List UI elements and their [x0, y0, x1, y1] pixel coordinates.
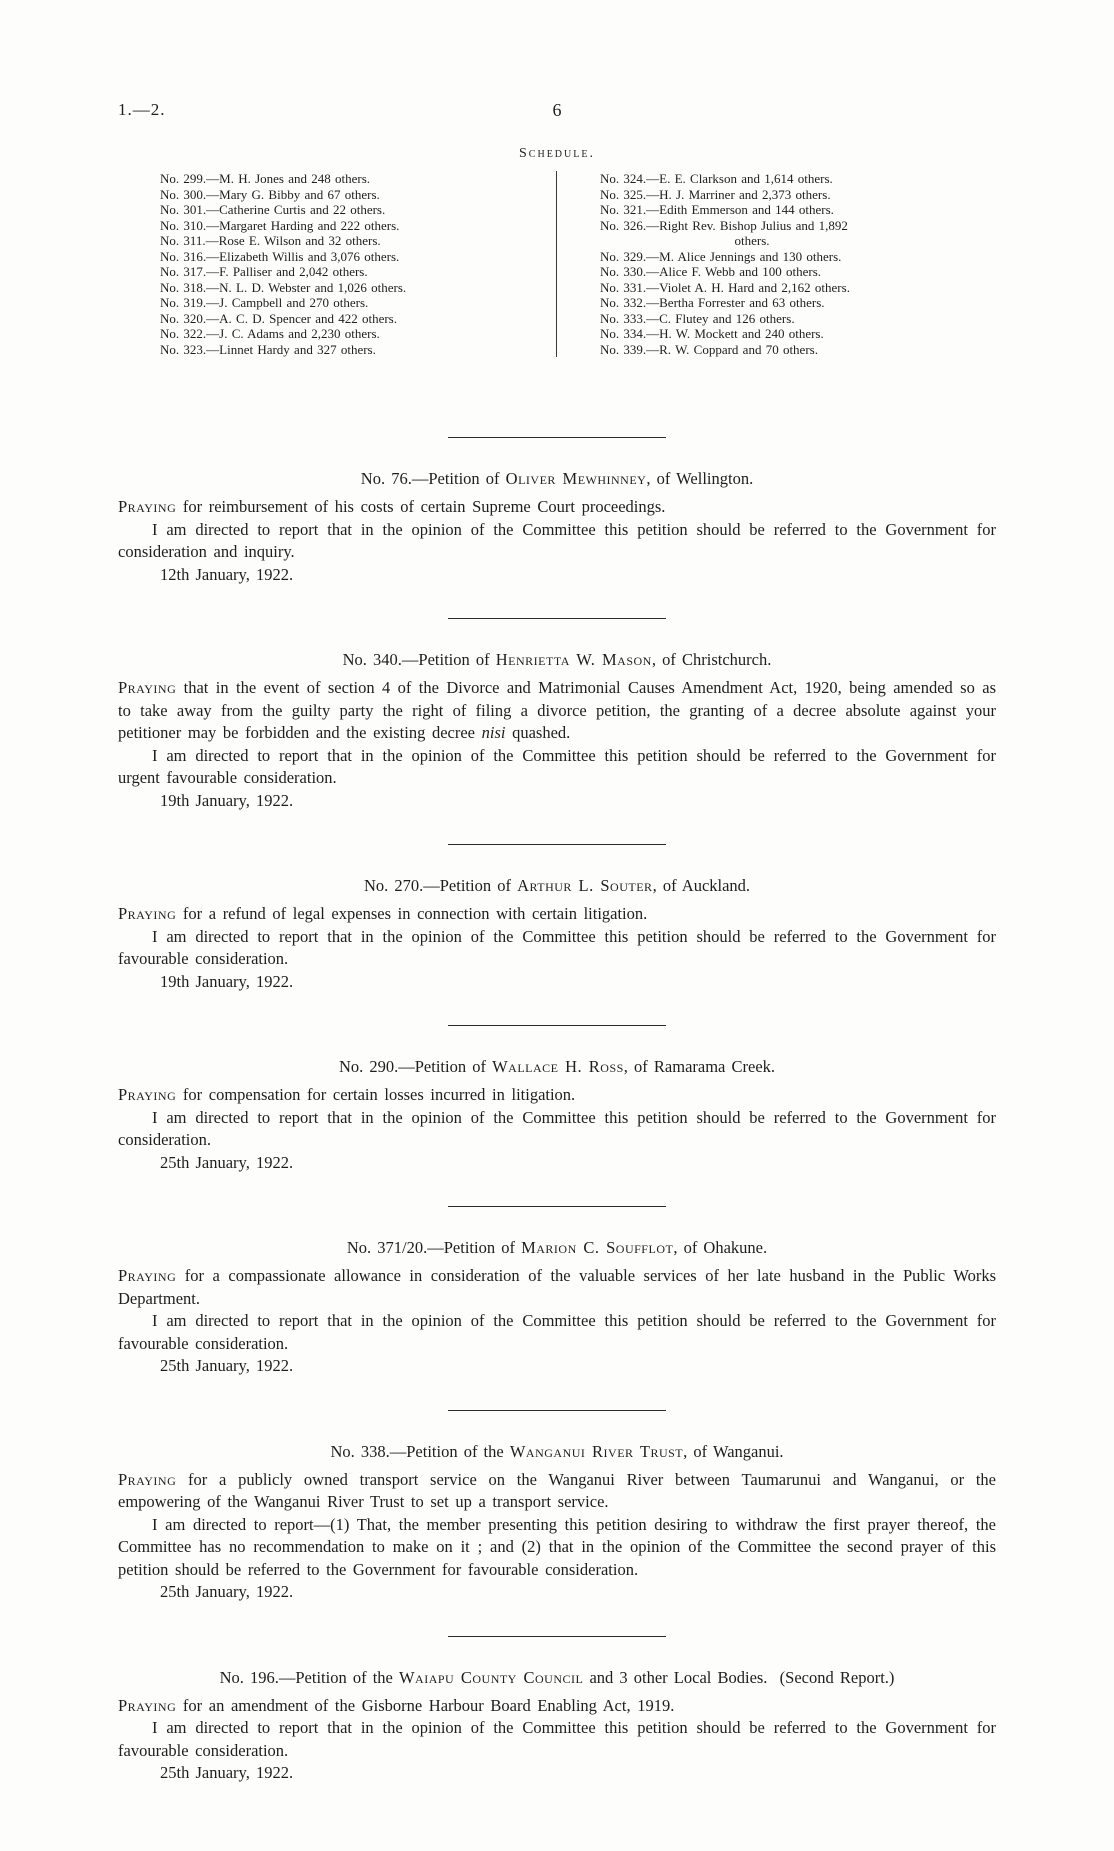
petition-heading [118, 469, 996, 489]
petition-date: 12th January, 1922. [160, 564, 294, 584]
schedule-entry [600, 342, 994, 358]
schedule-entry-text: No. 322.—J. C. Adams and 2,230 others. [160, 326, 380, 341]
text-segment: for a compassionate allowance in consideration of the valuable services of her late husband in the Public Works Department. [118, 1266, 996, 1308]
schedule-entry-text: No. 329.—M. Alice Jennings and 130 others. [600, 248, 842, 264]
schedule-entry [600, 311, 994, 327]
petition-date: 25th January, 1922. [160, 1152, 294, 1172]
text-segment: , of Auckland. [652, 876, 751, 895]
text-segment: I am directed to report that in the opinion of the Committee this petition should be referred to the Government for consideration and inquiry. [118, 519, 996, 561]
petition-paragraph [118, 903, 996, 926]
petition-date: 25th January, 1922. [160, 1582, 294, 1601]
small-caps-text: Arthur L. Souter [517, 876, 653, 895]
text-segment: I am directed to report that in the opinion of the Committee this petition should be referred to the Government for urgent favourable consideration. [118, 745, 996, 787]
small-caps-text: Praying [118, 1469, 177, 1489]
petition-date: 25th January, 1922. [160, 1356, 294, 1375]
small-caps-text: Praying [118, 904, 177, 923]
small-caps-text: Waiapu County Council [398, 1667, 584, 1687]
petition-paragraph [118, 1514, 996, 1582]
text-segment: I am directed to report—(1) That, the member presenting this petition desiring to withdraw the first prayer thereof, the Committee has no recommendation to make on it ; and (2) that in the opinion of the Committee the second prayer of this petition should be referred to the Government for favourable consideration. [118, 1514, 996, 1579]
text-segment: and 3 other Local Bodies. (Second Report.) [583, 1667, 895, 1687]
schedule-entry [600, 280, 994, 296]
text-segment: I am directed to report that in the opinion of the Committee this petition should be referred to the Government for favourable consideration. [118, 1718, 996, 1760]
schedule-title: Schedule. [519, 146, 595, 161]
schedule-entry-text: No. 325.—H. J. Marriner and 2,373 others. [600, 186, 831, 202]
text-segment: No. 338.—Petition of the [330, 1441, 510, 1461]
schedule-entry-text: No. 330.—Alice F. Webb and 100 others. [600, 264, 822, 279]
text-segment: for compensation for certain losses incurred in litigation. [176, 1085, 576, 1104]
small-caps-text: Wanganui River Trust [509, 1441, 684, 1461]
schedule-entry [160, 187, 550, 203]
text-segment: for reimbursement of his costs of certain Supreme Court proceedings. [176, 497, 666, 516]
petition-heading [118, 650, 996, 670]
petition-paragraph [118, 1107, 996, 1152]
schedule-list [118, 171, 996, 357]
petition-paragraph [118, 1084, 996, 1107]
petition-date: 19th January, 1922. [160, 790, 294, 810]
schedule-entry-text: No. 310.—Margaret Harding and 222 others. [160, 217, 400, 233]
text-segment: No. 340.—Petition of [342, 650, 496, 669]
petition-paragraph [118, 496, 996, 519]
small-caps-text: Praying [118, 1266, 177, 1285]
text-segment: for a refund of legal expenses in connection with certain litigation. [176, 904, 648, 923]
schedule-entry-text: No. 320.—A. C. D. Spencer and 422 others. [160, 310, 397, 326]
text-segment: quashed. [505, 723, 571, 742]
schedule-entry-text: No. 339.—R. W. Coppard and 70 others. [600, 341, 818, 357]
small-caps-text: Praying [118, 1085, 177, 1104]
schedule-entry-text: No. 299.—M. H. Jones and 248 others. [160, 171, 371, 186]
text-segment: for an amendment of the Gisborne Harbour Board Enabling Act, 1919. [176, 1695, 675, 1715]
schedule-entry-text: No. 319.—J. Campbell and 270 others. [160, 295, 369, 310]
schedule-entry-wrap: others. [734, 233, 770, 248]
small-caps-text: Praying [118, 1695, 177, 1715]
small-caps-text: Praying [118, 497, 177, 516]
schedule-entry [600, 249, 994, 265]
schedule-left-column [118, 171, 557, 357]
text-segment: No. 371/20.—Petition of [346, 1238, 522, 1257]
petition-heading [118, 1057, 996, 1077]
small-caps-text: Oliver Mewhinney [505, 469, 647, 488]
text-segment: , of Christchurch. [651, 650, 772, 669]
text-segment: No. 196.—Petition of the [219, 1667, 399, 1687]
schedule-entry [600, 326, 994, 342]
petition-section [118, 1668, 996, 1785]
section-divider-rule [448, 1025, 666, 1026]
petition-section [118, 650, 996, 812]
schedule-entry [160, 249, 550, 265]
schedule-entry [160, 280, 550, 296]
text-segment: I am directed to report that in the opinion of the Committee this petition should be referred to the Government for consideration. [118, 1107, 996, 1149]
schedule-entry-text: No. 334.—H. W. Mockett and 240 others. [600, 326, 824, 341]
text-segment: for a publicly owned transport service on the Wanganui River between Taumarunui and Wanganui, or the empowering of the Wanganui River Trust to set up a transport service. [118, 1469, 996, 1511]
schedule-entry [600, 171, 994, 187]
text-segment: , of Ohakune. [673, 1238, 768, 1257]
petition-paragraph [118, 1469, 996, 1514]
schedule-entry-text: No. 332.—Bertha Forrester and 63 others. [600, 295, 825, 310]
petition-section [118, 876, 996, 993]
petition-paragraph [118, 926, 996, 971]
small-caps-text: Marion C. Soufflot [521, 1238, 674, 1257]
schedule-entry [600, 295, 994, 311]
schedule-entry-text: No. 326.—Right Rev. Bishop Julius and 1,892 [600, 217, 848, 233]
schedule-entry-text: No. 316.—Elizabeth Willis and 3,076 others. [160, 248, 400, 264]
schedule-entry-text: No. 321.—Edith Emmerson and 144 others. [600, 202, 834, 217]
schedule-entry [160, 202, 550, 218]
text-segment: , of Wanganui. [683, 1441, 784, 1461]
schedule-entry-text: No. 333.—C. Flutey and 126 others. [600, 310, 795, 326]
petition-heading [118, 1238, 996, 1258]
petition-paragraph [118, 745, 996, 790]
schedule-entry-text: No. 324.—E. E. Clarkson and 1,614 others. [600, 171, 833, 186]
schedule-entry [600, 202, 994, 218]
petition-date: 19th January, 1922. [160, 971, 294, 991]
petition-section [118, 469, 996, 586]
schedule-entry [160, 295, 550, 311]
small-caps-text: Henrietta W. Mason [495, 650, 652, 669]
page-header [118, 100, 996, 122]
petition-section [118, 1057, 996, 1174]
page-number: 6 [552, 100, 562, 120]
petition-paragraph [118, 1695, 996, 1718]
schedule-entry-text: No. 331.—Violet A. H. Hard and 2,162 others. [600, 279, 850, 295]
schedule-entry [160, 326, 550, 342]
schedule-entry-text: No. 301.—Catherine Curtis and 22 others. [160, 202, 386, 217]
italic-text: nisi [481, 723, 506, 742]
section-divider-rule [448, 1636, 666, 1637]
section-divider-rule [448, 1206, 666, 1207]
schedule-entry [160, 233, 550, 249]
small-caps-text: Wallace H. Ross [492, 1057, 624, 1076]
schedule-entry [600, 187, 994, 203]
text-segment: I am directed to report that in the opinion of the Committee this petition should be referred to the Government for favourable consideration. [118, 926, 996, 968]
petition-date: 25th January, 1922. [160, 1763, 294, 1782]
schedule-entry-text: No. 318.—N. L. D. Webster and 1,026 others. [160, 279, 407, 295]
text-segment: No. 290.—Petition of [338, 1057, 493, 1076]
petitions-container [118, 437, 996, 1785]
schedule-entry-text: No. 317.—F. Palliser and 2,042 others. [160, 264, 368, 279]
text-segment: No. 76.—Petition of [360, 469, 506, 488]
petition-section [118, 1442, 996, 1604]
document-reference: 1.—2. [118, 100, 166, 119]
schedule-entry-text: No. 311.—Rose E. Wilson and 32 others. [160, 233, 381, 248]
text-segment: , of Ramarama Creek. [623, 1057, 776, 1076]
petition-paragraph [118, 1717, 996, 1762]
schedule-entry [600, 264, 994, 280]
schedule-entry [160, 311, 550, 327]
schedule-entry [160, 171, 550, 187]
petition-paragraph [118, 1265, 996, 1310]
text-segment: I am directed to report that in the opinion of the Committee this petition should be referred to the Government for favourable consideration. [118, 1311, 996, 1353]
schedule-entry [160, 342, 550, 358]
petition-section [118, 1238, 996, 1378]
section-divider-rule [448, 437, 666, 438]
petition-heading [118, 1668, 996, 1688]
petition-paragraph [118, 677, 996, 745]
section-divider-rule [448, 618, 666, 619]
petition-paragraph [118, 1310, 996, 1355]
schedule-entry [160, 264, 550, 280]
petition-heading [118, 1442, 996, 1462]
schedule-right-column [557, 171, 996, 357]
schedule-entry [600, 218, 994, 249]
section-divider-rule [448, 844, 666, 845]
petition-heading [118, 876, 996, 896]
schedule-entry [160, 218, 550, 234]
schedule-entry-text: No. 300.—Mary G. Bibby and 67 others. [160, 186, 380, 202]
small-caps-text: Praying [118, 678, 177, 697]
schedule-entry-text: No. 323.—Linnet Hardy and 327 others. [160, 341, 376, 357]
petition-paragraph [118, 519, 996, 564]
text-segment: No. 270.—Petition of [363, 876, 518, 895]
section-divider-rule [448, 1410, 666, 1411]
text-segment: , of Wellington. [646, 469, 754, 488]
text-segment: that in the event of section 4 of the Divorce and Matrimonial Causes Amendment Act, 1920, being amended so as to take away from the guilty party the right of filing a divorce petition, the granting of a decree absolute against your petitioner may be forbidden and the existing decree [118, 678, 996, 742]
